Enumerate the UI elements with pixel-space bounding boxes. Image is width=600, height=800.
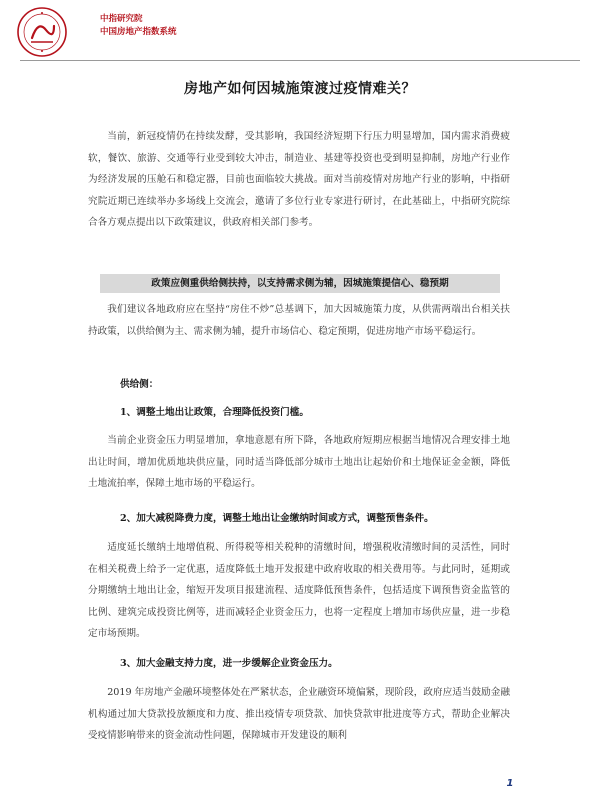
section-2-body: 适度延长缴纳土地增值税、所得税等相关税种的清缴时间，增强税收清缴时间的灵活性，同时在相关税费上给予一定优惠，适度降低土地开发报建中政府收取的相关费用等。与此同时，延期或分期缴纳土地出让金，缩短开发项目报建流程、适度降低预售条件，包括适度下调预售资金监管的比例、建筑完成投资比例等，进而减轻企业资金压力，也将一定程度上增加市场供应量，进一步稳定市场预期。	[88, 542, 510, 639]
section-1-body: 当前企业资金压力明显增加，拿地意愿有所下降，各地政府短期应根据当地情况合理安排土地出让时间，增加优质地块供应量，同时适当降低部分城市土地出让起始价和土地保证金金额，降低土地流拍率，保障土地市场的平稳运行。	[88, 435, 510, 489]
policy-banner: 政策应侧重供给侧扶持，以支持需求侧为辅，因城施策提信心、稳预期	[100, 274, 500, 293]
page-number: 1	[506, 778, 514, 789]
intro-paragraph: 当前，新冠疫情仍在持续发酵，受其影响，我国经济短期下行压力明显增加，国内需求消费疲软，餐饮、旅游、交通等行业受到较大冲击，制造业、基建等投资也受到明显抑制，房地产行业作为经济发展的压舱石和稳定器，目前也面临较大挑战。面对当前疫情对房地产行业的影响，中指研究院近期已连续举办多场线上交流会，邀请了多位行业专家进行研讨，在此基础上，中指研究院综合各方观点提出以下政策建议，供政府相关部门参考。	[88, 131, 510, 228]
section-3-heading: 3、加大金融支持力度，进一步缓解企业资金压力。	[120, 658, 338, 669]
org-subtitle: 中国房地产指数系统	[100, 27, 177, 37]
section-1-heading: 1、调整土地出让政策，合理降低投资门槛。	[120, 407, 309, 418]
section-2-heading: 2、加大减税降费力度，调整土地出让金缴纳时间或方式，调整预售条件。	[120, 513, 434, 524]
header-divider	[20, 60, 580, 61]
section-3-body: 2019 年房地产金融环境整体处在严紧状态，企业融资环境偏紧，现阶段，政府应适当鼓励金融机构通过加大贷款投放额度和力度、推出疫情专项贷款、加快贷款审批进度等方式，帮助企业解决受疫情影响带来的资金流动性问题，保障城市开发建设的顺利	[88, 687, 510, 741]
summary-paragraph: 我们建议各地政府应在坚持“房住不炒”总基调下，加大因城施策力度，从供需两端出台相关扶持政策，以供给侧为主、需求侧为辅，提升市场信心、稳定预期，促进房地产市场平稳运行。	[88, 304, 510, 337]
org-block	[100, 13, 177, 39]
document-title: 房地产如何因城施策渡过疫情难关？	[184, 81, 416, 97]
supply-side-heading: 供给侧：	[120, 379, 159, 390]
org-name: 中指研究院	[100, 14, 143, 24]
page-header	[0, 0, 600, 62]
logo-icon	[16, 6, 68, 58]
